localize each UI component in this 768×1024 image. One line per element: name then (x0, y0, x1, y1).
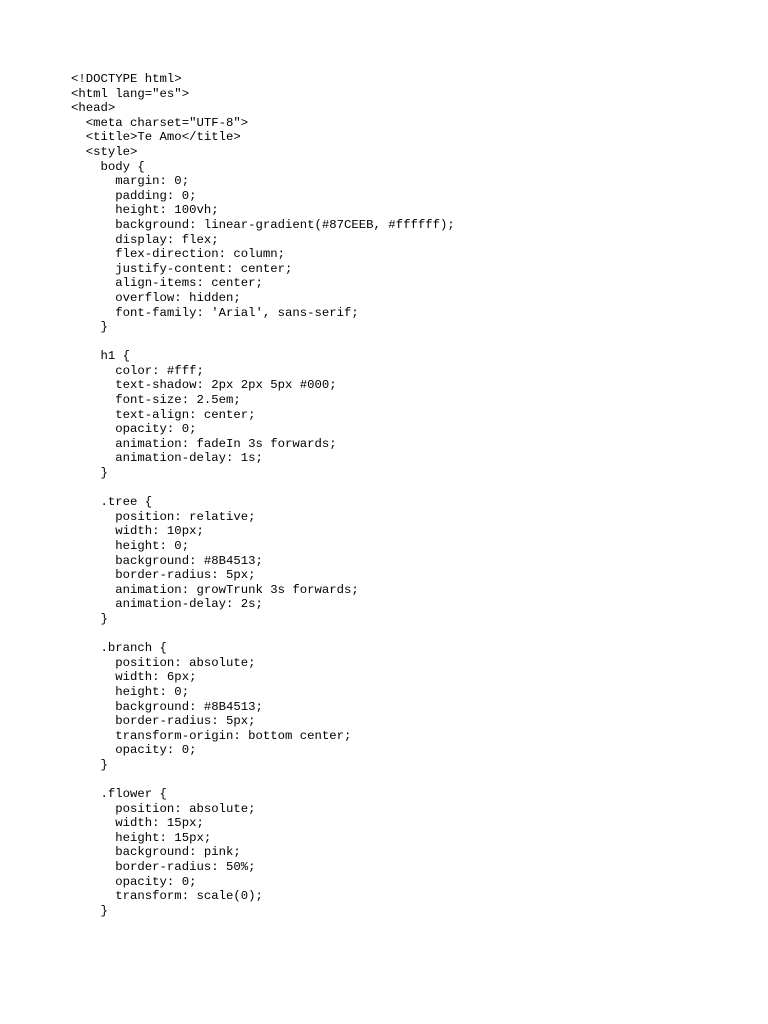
code-line: background: #8B4513; (71, 699, 263, 714)
code-listing (71, 72, 751, 918)
code-line: display: flex; (71, 232, 219, 247)
code-blank-line (71, 335, 751, 350)
code-line: transform: scale(0); (71, 889, 263, 904)
code-line: text-shadow: 2px 2px 5px #000; (71, 378, 337, 393)
code-line: height: 0; (71, 539, 190, 553)
code-line: overflow: hidden; (71, 290, 241, 305)
code-line: } (71, 757, 108, 772)
code-line: transform-origin: bottom center; (71, 728, 352, 743)
code-line: position: relative; (71, 509, 256, 524)
code-line: <meta charset="UTF-8"> (71, 115, 249, 130)
code-line: animation: fadeIn 3s forwards; (71, 436, 337, 451)
code-line: } (71, 611, 108, 626)
code-line: width: 10px; (71, 524, 204, 539)
code-line: opacity: 0; (71, 743, 197, 758)
code-line: position: absolute; (71, 801, 256, 816)
code-line: background: #8B4513; (71, 553, 263, 568)
code-line: border-radius: 5px; (71, 568, 256, 583)
code-line: color: #fff; (71, 363, 204, 378)
code-line: } (71, 466, 108, 481)
code-line: height: 100vh; (71, 203, 219, 218)
code-line: height: 0; (71, 684, 190, 699)
code-line: font-size: 2.5em; (71, 393, 241, 408)
code-line: } (71, 903, 108, 918)
code-line: .tree { (71, 495, 153, 510)
code-line: animation-delay: 1s; (71, 451, 263, 466)
code-line: height: 15px; (71, 830, 212, 845)
code-line: padding: 0; (71, 188, 197, 203)
code-line: animation-delay: 2s; (71, 597, 263, 612)
code-line: } (71, 320, 108, 335)
code-line: justify-content: center; (71, 261, 293, 276)
code-line: border-radius: 5px; (71, 714, 256, 729)
code-line: background: linear-gradient(#87CEEB, #ffffff); (71, 217, 455, 232)
code-line: background: pink; (71, 845, 241, 860)
code-line: <style> (71, 144, 138, 159)
code-line: position: absolute; (71, 655, 256, 670)
code-blank-line (71, 627, 751, 642)
code-line: opacity: 0; (71, 422, 197, 437)
code-line: width: 15px; (71, 816, 204, 831)
code-line: border-radius: 50%; (71, 860, 256, 875)
code-line: width: 6px; (71, 670, 197, 685)
code-line: animation: growTrunk 3s forwards; (71, 582, 359, 597)
code-line: h1 { (71, 349, 131, 364)
code-line: <title>Te Amo</title> (71, 130, 241, 145)
code-line: text-align: center; (71, 407, 256, 422)
code-line: align-items: center; (71, 276, 263, 291)
code-line: <html lang="es"> (71, 86, 190, 101)
code-line: font-family: 'Arial', sans-serif; (71, 305, 359, 320)
code-blank-line (71, 481, 751, 496)
code-line: opacity: 0; (71, 874, 197, 889)
code-line: .flower { (71, 787, 167, 802)
code-line: .branch { (71, 641, 167, 656)
code-line: flex-direction: column; (71, 247, 286, 262)
code-line: body { (71, 159, 145, 174)
code-line: margin: 0; (71, 174, 190, 189)
code-line: <head> (71, 101, 116, 116)
code-line: <!DOCTYPE html> (71, 72, 182, 86)
code-blank-line (71, 773, 751, 788)
